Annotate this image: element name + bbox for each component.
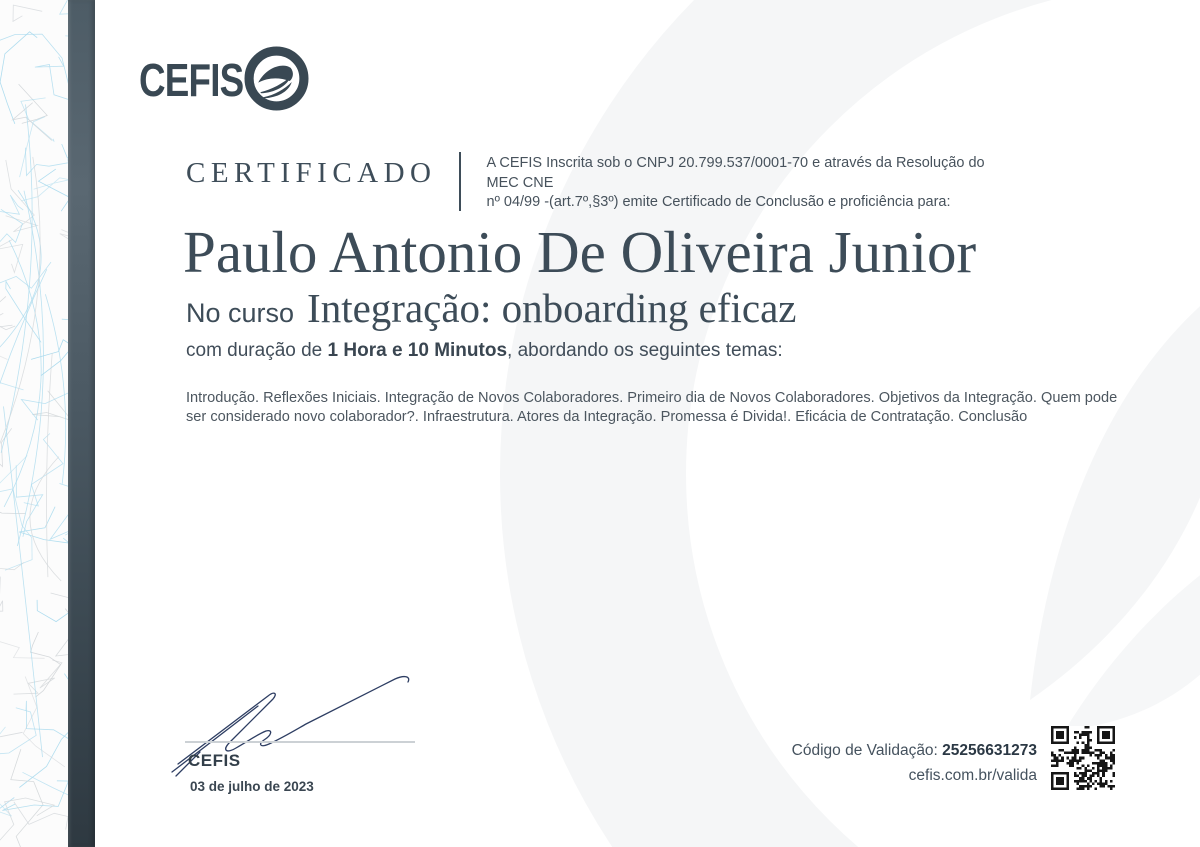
signature-line xyxy=(185,741,415,743)
recipient-name: Paulo Antonio De Oliveira Junior xyxy=(183,219,977,285)
duration-line xyxy=(186,340,783,362)
duration-value: 1 Hora e 10 Minutos xyxy=(327,340,508,361)
title-row xyxy=(186,151,1017,213)
brand-wordmark: CEFIS xyxy=(139,54,244,106)
validation-label: Código de Validação: xyxy=(791,742,943,759)
validation-url: cefis.com.br/valida xyxy=(908,767,1037,784)
duration-pre: com duração de xyxy=(186,340,328,361)
course-prefix: No curso xyxy=(186,298,295,328)
signer-name: CEFIS xyxy=(188,751,241,770)
course-topics: Introdução. Reflexões Iniciais. Integração de Novos Colaboradores. Primeiro dia de Novos Colaboradores. Objetivos da Integração. Quem pode ser considerado novo colaborador?. Infraestrutura. Atores da Integração. Promessa é Divida!. Eficácia de Contratação. Conclusão xyxy=(186,390,1118,425)
issue-date: 03 de julho de 2023 xyxy=(190,779,314,794)
decorative-line-pattern xyxy=(0,0,68,847)
issuer-statement xyxy=(487,151,1017,213)
brand-leaf-icon xyxy=(244,46,309,111)
left-accent-bar xyxy=(68,0,95,847)
title-divider xyxy=(459,152,461,211)
validation-block xyxy=(792,738,1037,788)
certificate-title: CERTIFICADO xyxy=(186,157,437,189)
validation-code: 25256631273 xyxy=(942,742,1037,759)
course-name: Integração: onboarding eficaz xyxy=(307,285,797,331)
issuer-statement-line1: A CEFIS Inscrita sob o CNPJ 20.799.537/0001-70 e através da Resolução do MEC CNE xyxy=(486,155,985,191)
issuer-statement-line2: nº 04/99 -(art.7º,§3º) emite Certificado de Conclusão e proficiência para: xyxy=(486,194,951,210)
course-row xyxy=(186,284,797,332)
validation-code-line xyxy=(792,738,1037,763)
qr-code xyxy=(1051,726,1115,790)
duration-post: , abordando os seguintes temas: xyxy=(507,340,783,361)
